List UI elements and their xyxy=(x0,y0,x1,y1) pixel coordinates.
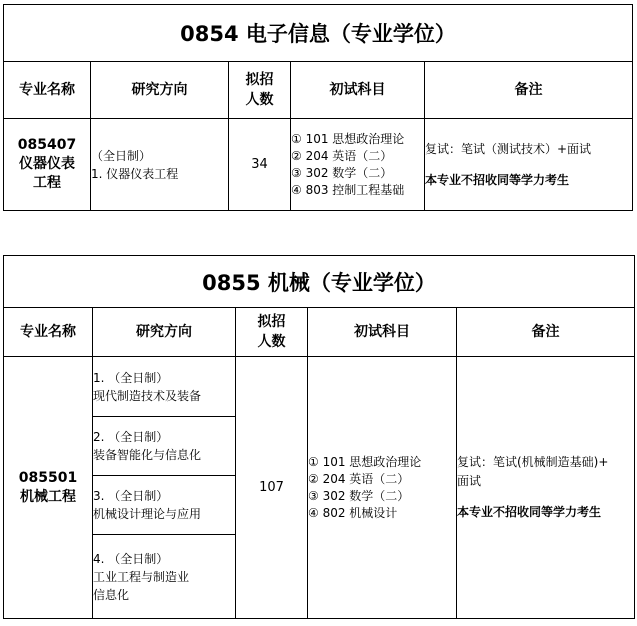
restriction-note: 本专业不招收同等学力考生 xyxy=(457,505,602,519)
direction-mode: 2. （全日制） xyxy=(93,430,169,444)
direction-mode: 4. （全日制） xyxy=(93,551,169,566)
direction-item xyxy=(93,357,236,417)
direction-name: 1. 仪器仪表工程 xyxy=(91,166,179,181)
section-title: 0854 电子信息（专业学位） xyxy=(4,5,633,62)
direction-cell xyxy=(91,119,229,211)
header-quota: 拟招 人数 xyxy=(236,308,308,357)
subject-item: ③ 302 数学（二） xyxy=(291,165,393,180)
header-direction: 研究方向 xyxy=(93,308,236,357)
direction-mode: 1. （全日制） xyxy=(93,370,169,385)
major-name-line2: 工程 xyxy=(33,175,61,191)
subject-item: ④ 802 机械设计 xyxy=(308,505,398,520)
notes-cell xyxy=(457,357,635,619)
section-title: 0855 机械（专业学位） xyxy=(4,256,635,308)
major-code: 085501 xyxy=(18,469,78,486)
direction-item xyxy=(93,417,236,476)
retest-note-line2: 面试 xyxy=(457,474,482,488)
notes-cell xyxy=(425,119,633,211)
subject-item: ② 204 英语（二） xyxy=(308,471,410,486)
header-notes: 备注 xyxy=(457,308,635,357)
subject-item: ③ 302 数学（二） xyxy=(308,488,410,503)
retest-note-line1: 复试：笔试(机械制造基础)+ xyxy=(457,455,609,469)
header-major-name: 专业名称 xyxy=(4,308,93,357)
direction-name: 现代制造技术及装备 xyxy=(93,388,202,403)
header-exam-subjects: 初试科目 xyxy=(291,62,425,119)
restriction-note: 本专业不招收同等学力考生 xyxy=(425,172,570,187)
header-notes: 备注 xyxy=(425,62,633,119)
direction-item xyxy=(93,535,236,619)
header-exam-subjects: 初试科目 xyxy=(308,308,457,357)
quota-value: 34 xyxy=(229,119,291,211)
direction-name: 工业工程与制造业 xyxy=(93,569,190,584)
quota-value: 107 xyxy=(236,357,308,619)
subject-item: ① 101 思想政治理论 xyxy=(308,454,422,469)
major-name: 机械工程 xyxy=(20,488,76,505)
major-name-cell xyxy=(4,357,93,619)
subject-item: ② 204 英语（二） xyxy=(291,148,393,163)
direction-name: 装备智能化与信息化 xyxy=(93,448,202,462)
header-quota: 拟招 人数 xyxy=(229,62,291,119)
major-code: 085407 xyxy=(17,137,77,153)
major-name-line1: 仪器仪表 xyxy=(19,156,75,172)
retest-note: 复试：笔试（测试技术）+面试 xyxy=(425,141,592,156)
subject-item: ④ 803 控制工程基础 xyxy=(291,182,405,197)
header-direction: 研究方向 xyxy=(91,62,229,119)
direction-name: 机械设计理论与应用 xyxy=(93,507,202,521)
program-table-0855 xyxy=(3,255,635,619)
direction-item xyxy=(93,476,236,535)
exam-subjects-cell xyxy=(291,119,425,211)
subject-item: ① 101 思想政治理论 xyxy=(291,131,405,146)
direction-mode: （全日制） xyxy=(91,148,152,163)
direction-mode: 3. （全日制） xyxy=(93,489,169,503)
direction-name-cont: 信息化 xyxy=(93,587,130,602)
header-major-name: 专业名称 xyxy=(4,62,91,119)
program-table-0854 xyxy=(3,4,633,211)
exam-subjects-cell xyxy=(308,357,457,619)
major-name-cell xyxy=(4,119,91,211)
